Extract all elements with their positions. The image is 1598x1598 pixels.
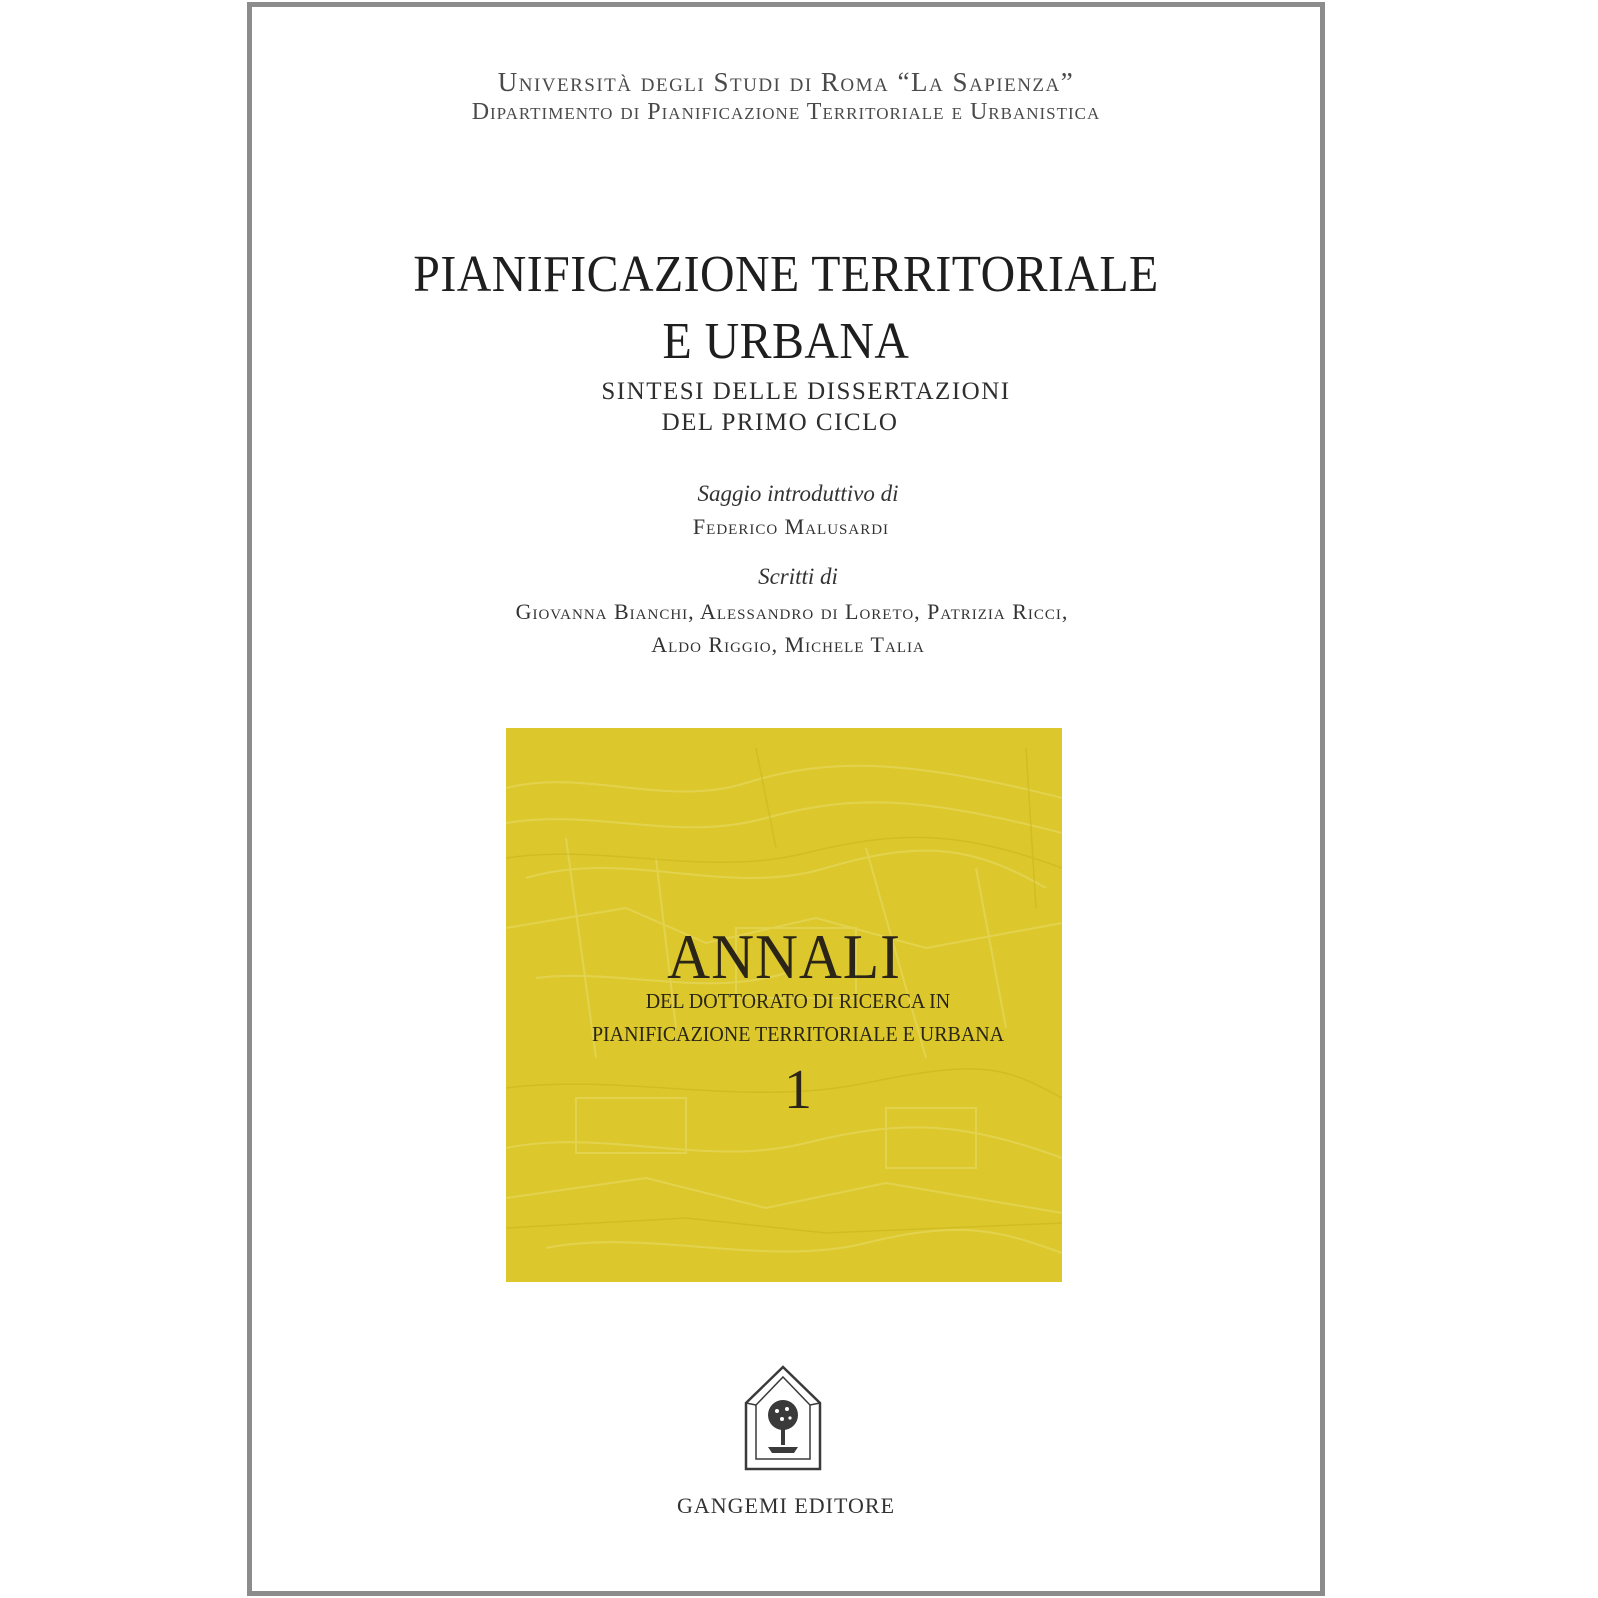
book-subtitle-line1: SINTESI DELLE DISSERTAZIONI [601, 378, 1011, 405]
intro-essay-label: Saggio introduttivo di [697, 481, 899, 506]
book-cover [252, 7, 1320, 1591]
series-box [506, 728, 1062, 1282]
writings-authors-line2: Aldo Riggio, Michele Talia [651, 632, 925, 657]
university-name: Università degli Studi di Roma “La Sapienza” [497, 67, 1075, 97]
intro-essay-author: Federico Malusardi [692, 514, 890, 539]
series-title: ANNALI [667, 921, 901, 992]
department-name: Dipartimento di Pianificazione Territoriale e Urbanistica [471, 99, 1101, 125]
writings-label: Scritti di [758, 564, 838, 589]
book-title-line1: PIANIFICAZIONE TERRITORIALE [413, 246, 1159, 303]
series-volume-number: 1 [784, 1059, 812, 1121]
book-subtitle-line2: DEL PRIMO CICLO [661, 409, 899, 436]
series-subtitle-line2: PIANIFICAZIONE TERRITORIALE E URBANA [591, 1022, 1005, 1046]
publisher-logo-icon [742, 1363, 824, 1473]
writings-authors-line1: Giovanna Bianchi, Alessandro di Loreto, Patrizia Ricci, [515, 599, 1069, 624]
series-subtitle-line1: DEL DOTTORATO DI RICERCA IN [645, 989, 951, 1013]
publisher-name: GANGEMI EDITORE [676, 1493, 896, 1518]
book-title-line2: E URBANA [662, 313, 910, 370]
